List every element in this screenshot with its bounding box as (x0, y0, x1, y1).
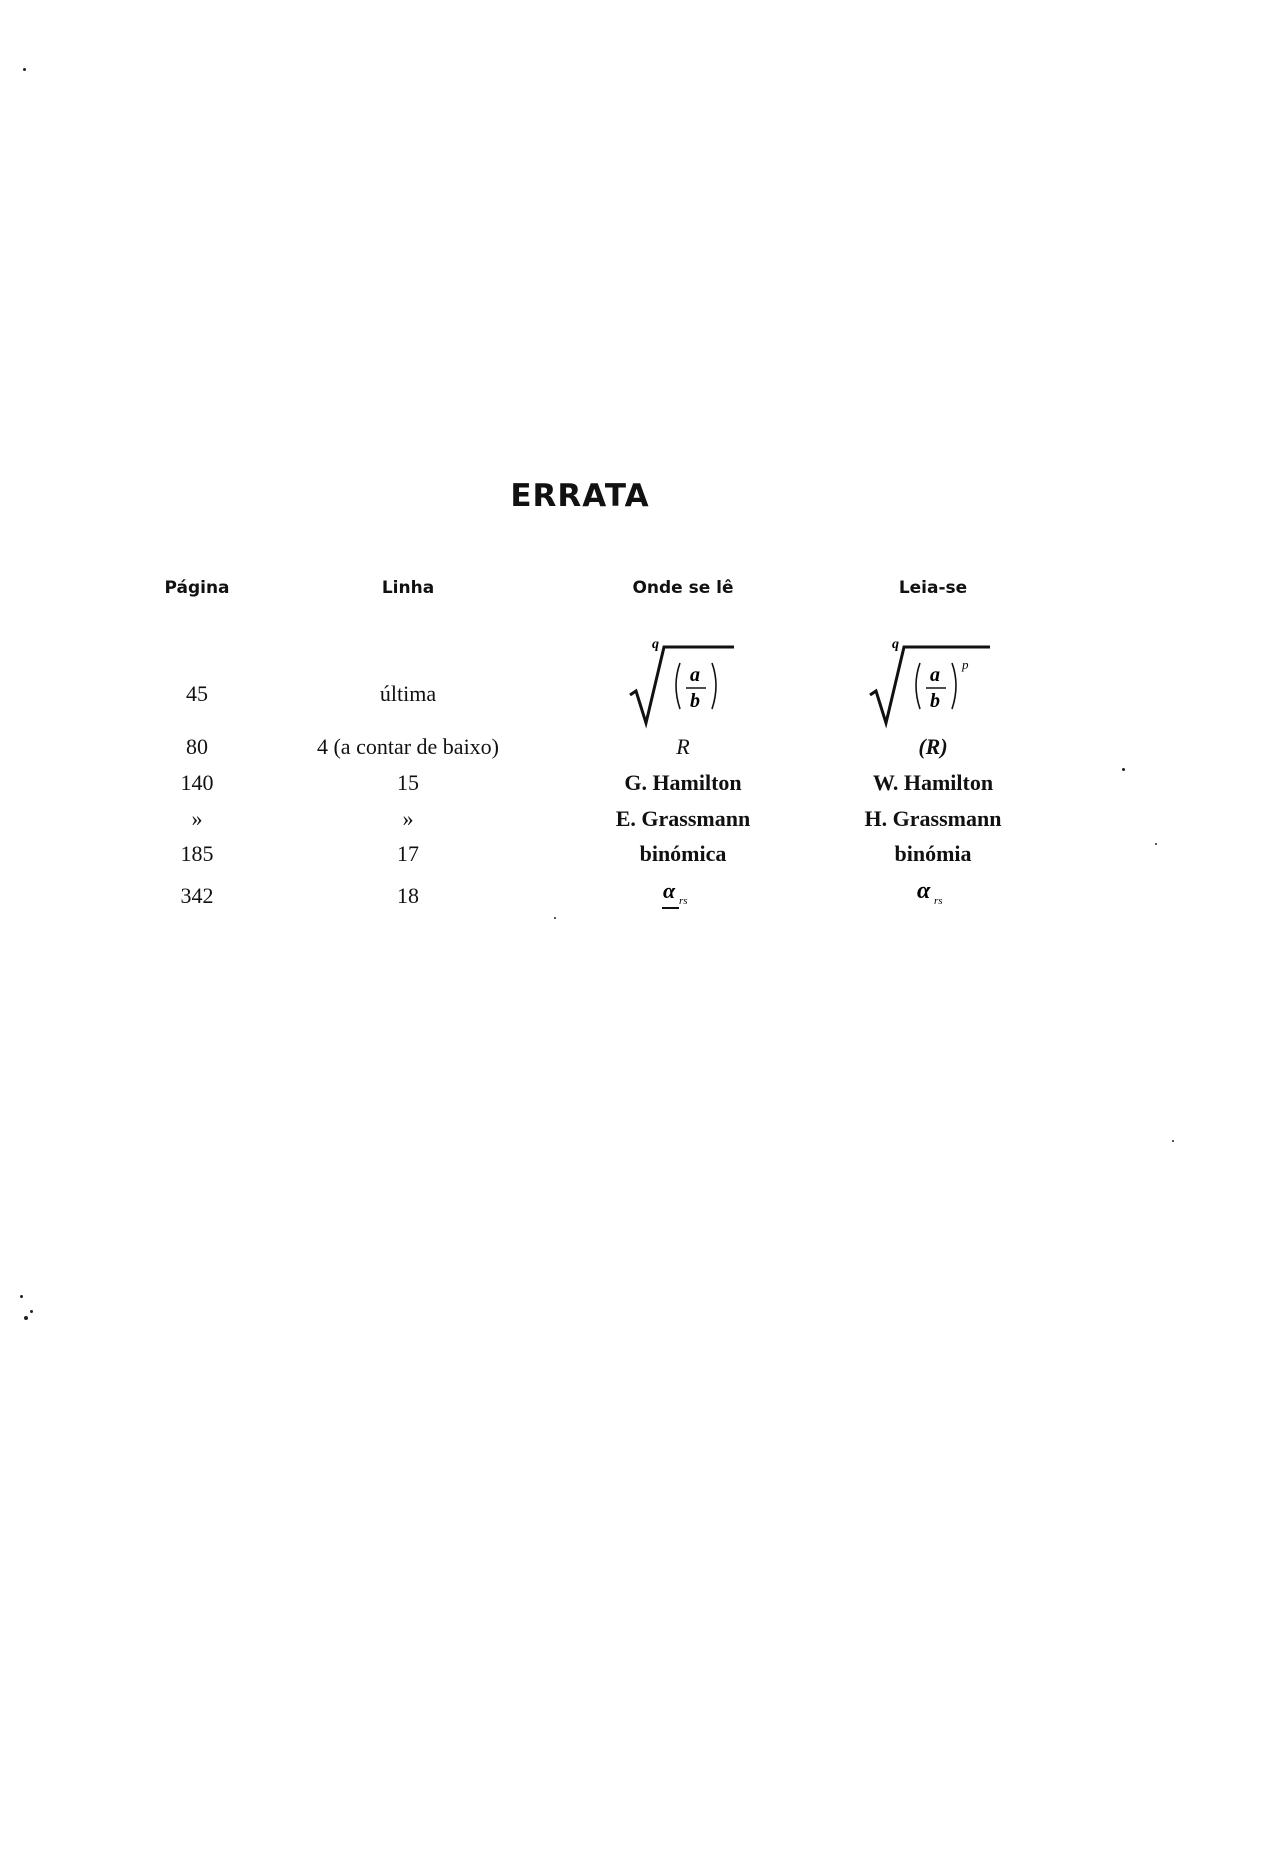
row-5-pagina: 185 (180, 841, 214, 866)
alpha-symbol: α (663, 878, 676, 903)
alpha-subscript: rs (934, 895, 943, 907)
page-title: ERRATA (510, 478, 650, 514)
row-2-onde-se-le: R (676, 734, 690, 759)
denominator: b (930, 690, 940, 712)
scan-speck (30, 1310, 33, 1313)
header-leia-se: Leia-se (898, 578, 968, 598)
row-4-pagina: » (191, 806, 203, 831)
row-4-linha: » (402, 806, 414, 831)
scan-speck (1172, 1140, 1174, 1142)
scan-speck (554, 917, 556, 919)
row-2-linha: 4 (a contar de baixo) (316, 734, 500, 759)
root-fraction-power-formula (868, 633, 998, 733)
row-3-leia-se: W. Hamilton (872, 770, 994, 795)
alpha-bold-formula (903, 876, 963, 916)
row-5-leia-se: binómia (894, 841, 972, 866)
row-6-leia-se-formula (903, 876, 963, 916)
row-4-onde-se-le: E. Grassmann (615, 806, 751, 831)
row-2-pagina: 80 (186, 734, 208, 759)
numerator: a (930, 664, 940, 686)
row-2-leia-se: (R) (918, 734, 948, 759)
row-5-linha: 17 (397, 841, 419, 866)
scan-speck (23, 68, 26, 71)
scan-speck (24, 1316, 28, 1320)
numerator: a (690, 664, 700, 686)
header-linha: Linha (381, 578, 435, 598)
row-1-pagina: 45 (186, 681, 208, 706)
row-3-pagina: 140 (180, 770, 214, 795)
row-6-pagina: 342 (180, 883, 214, 908)
root-fraction-formula (628, 633, 738, 733)
row-4-leia-se: H. Grassmann (864, 806, 1002, 831)
alpha-subscript: rs (679, 895, 688, 907)
root-index: q (892, 637, 899, 652)
row-5-onde-se-le: binómica (639, 841, 727, 866)
row-6-linha: 18 (397, 883, 419, 908)
scan-speck (20, 1295, 23, 1298)
exponent: p (962, 657, 969, 672)
root-index: q (652, 637, 659, 652)
row-3-onde-se-le: G. Hamilton (624, 770, 742, 795)
scan-speck (1155, 843, 1157, 845)
denominator: b (690, 690, 700, 712)
scan-speck (1122, 768, 1125, 771)
header-pagina: Página (164, 578, 230, 598)
alpha-underlined-formula (653, 876, 713, 916)
header-onde-se-le: Onde se lê (632, 578, 734, 598)
row-1-linha: última (379, 681, 437, 706)
row-1-leia-se-formula (868, 633, 998, 733)
alpha-symbol: α (917, 878, 931, 904)
row-1-onde-se-le-formula (628, 633, 738, 733)
row-3-linha: 15 (397, 770, 419, 795)
row-6-onde-se-le-formula (653, 876, 713, 916)
